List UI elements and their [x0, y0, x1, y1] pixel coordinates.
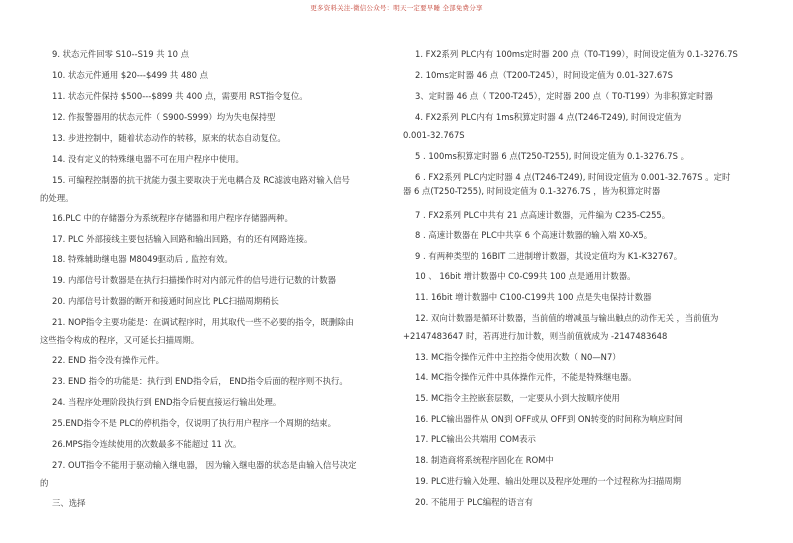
list-item: 的处理。: [40, 193, 74, 203]
list-item: 11. 状态元件保持 $500---$899 共 400 点，需要用 RST指令复位。: [52, 91, 308, 101]
list-item: +2147483647 时，若再进行加计数，则当前值就成为 -2147483648: [403, 331, 668, 341]
list-item: 这些指令构成的程序，又可延长扫描周期。: [40, 335, 200, 345]
list-item: 9 . 有两种类型的 16BIT 二进制增计数器，其设定值均为 K1-K32767。: [415, 251, 683, 261]
list-item: 12. 作报警器用的状态元件（ S900-S999）均为失电保持型: [52, 112, 276, 122]
list-item: 18. 特殊辅助继电器 M8049驱动后 , 监控有效。: [52, 254, 233, 264]
list-item: 14. MC指令操作元件中具体操作元件，不能是特殊继电器。: [415, 372, 637, 382]
list-item: 9. 状态元件回零 S10--S19 共 10 点: [52, 49, 189, 59]
list-item: 15. MC指令主控嵌套层数，一定要从小到大按顺序使用: [415, 393, 620, 403]
list-item: 19. 内部信号计数器是在执行扫描操作时对内部元件的信号进行记数的计数器: [52, 275, 336, 285]
list-item: 4. FX2系列 PLC内有 1ms积算定时器 4 点(T246-T249), 时间设定值为: [415, 112, 682, 122]
list-item: 15. 可编程控制器的抗干扰能力强主要取决于光电耦合及 RC滤波电路对输入信号: [52, 175, 350, 185]
list-item: 24. 当程序处理阶段执行到 END指令后便直接运行输出处理。: [52, 397, 282, 407]
list-item: 17. PLC 外部接线主要包括输入回路和输出回路，有的还有网路连接。: [52, 234, 313, 244]
list-item: 20. 内部信号计数器的断开和接通时间应比 PLC扫描周期稍长: [52, 296, 279, 306]
list-item: 11. 16bit 增计数器中 C100-C199共 100 点是失电保持计数器: [415, 292, 652, 302]
list-item: 器 6 点(T250-T255), 时间设定值为 0.1-3276.7S ，皆为积算定时器: [403, 186, 661, 196]
section-heading: 三、选择: [52, 498, 86, 508]
list-item: 7 . FX2系列 PLC中共有 21 点高速计数器，元件编为 C235-C255。: [415, 210, 671, 220]
list-item: 27. OUT指令不能用于驱动输入继电器， 因为输入继电器的状态是由输入信号决定: [52, 460, 357, 470]
list-item: 2. 10ms定时器 46 点（T200-T245），时间设定值为 0.01-327.67S: [415, 70, 673, 80]
list-item: 10 、 16bit 增计数器中 C0-C99共 100 点是通用计数器。: [415, 271, 636, 281]
list-item: 8 . 高速计数器在 PLC中共享 6 个高速计数器的输入端 X0-X5。: [415, 230, 653, 240]
list-item: 26.MPS指令连续使用的次数最多不能超过 11 次。: [52, 439, 242, 449]
list-item: 18. 制造商将系统程序固化在 ROM中: [415, 455, 554, 465]
list-item: 16.PLC 中的存储器分为系统程序存储器和用户程序存储器两种。: [52, 213, 293, 223]
list-item: 23. END 指令的功能是：执行到 END指令后， END指令后面的程序则不执行。: [52, 376, 348, 386]
list-item: 10. 状态元件通用 $20---$499 共 480 点: [52, 70, 208, 80]
list-item: 5 . 100ms积算定时器 6 点(T250-T255), 时间设定值为 0.1-3276.7S 。: [415, 151, 689, 161]
list-item: 12. 双向计数器是循环计数器，当前值的增减虽与输出触点的动作无关 ，当前值为: [415, 313, 719, 323]
top-banner: 更多资料关注-微信公众号：明天一定要早睡 全部免费分享: [310, 4, 483, 12]
list-item: 的: [40, 478, 49, 488]
list-item: 21. NOP指令主要功能是：在调试程序时，用其取代一些不必要的指令，既删除由: [52, 317, 354, 327]
list-item: 20. 不能用于 PLC编程的语言有: [415, 497, 533, 507]
list-item: 0.001-32.767S: [403, 130, 465, 140]
list-item: 3、定时器 46 点（ T200-T245），定时器 200 点（ T0-T199）为非积算定时器: [415, 91, 713, 101]
list-item: 1. FX2系列 PLC内有 100ms定时器 200 点（T0-T199），时间设定值为 0.1-3276.7S: [415, 49, 738, 59]
list-item: 17. PLC输出公共端用 COM表示: [415, 434, 536, 444]
list-item: 19. PLC进行输入处理、输出处理以及程序处理的一个过程称为扫描周期: [415, 476, 682, 486]
list-item: 25.END指令不是 PLC的停机指令，仅说明了执行用户程序一个周期的结束。: [52, 418, 337, 428]
list-item: 13. MC指令操作元件中主控指令使用次数（ N0—N7）: [415, 352, 621, 362]
list-item: 22. END 指令没有操作元件。: [52, 355, 165, 365]
list-item: 6 . FX2系列 PLC内定时器 4 点(T246-T249), 时间设定值为 0.001-32.767S 。定时: [415, 172, 731, 182]
list-item: 13. 步进控制中，随着状态动作的转移，原来的状态自动复位。: [52, 133, 286, 143]
list-item: 16. PLC输出器件从 ON到 OFF或从 OFF到 ON转变的时间称为响应时间: [415, 414, 683, 424]
list-item: 14. 没有定义的特殊继电器不可在用户程序中使用。: [52, 154, 244, 164]
